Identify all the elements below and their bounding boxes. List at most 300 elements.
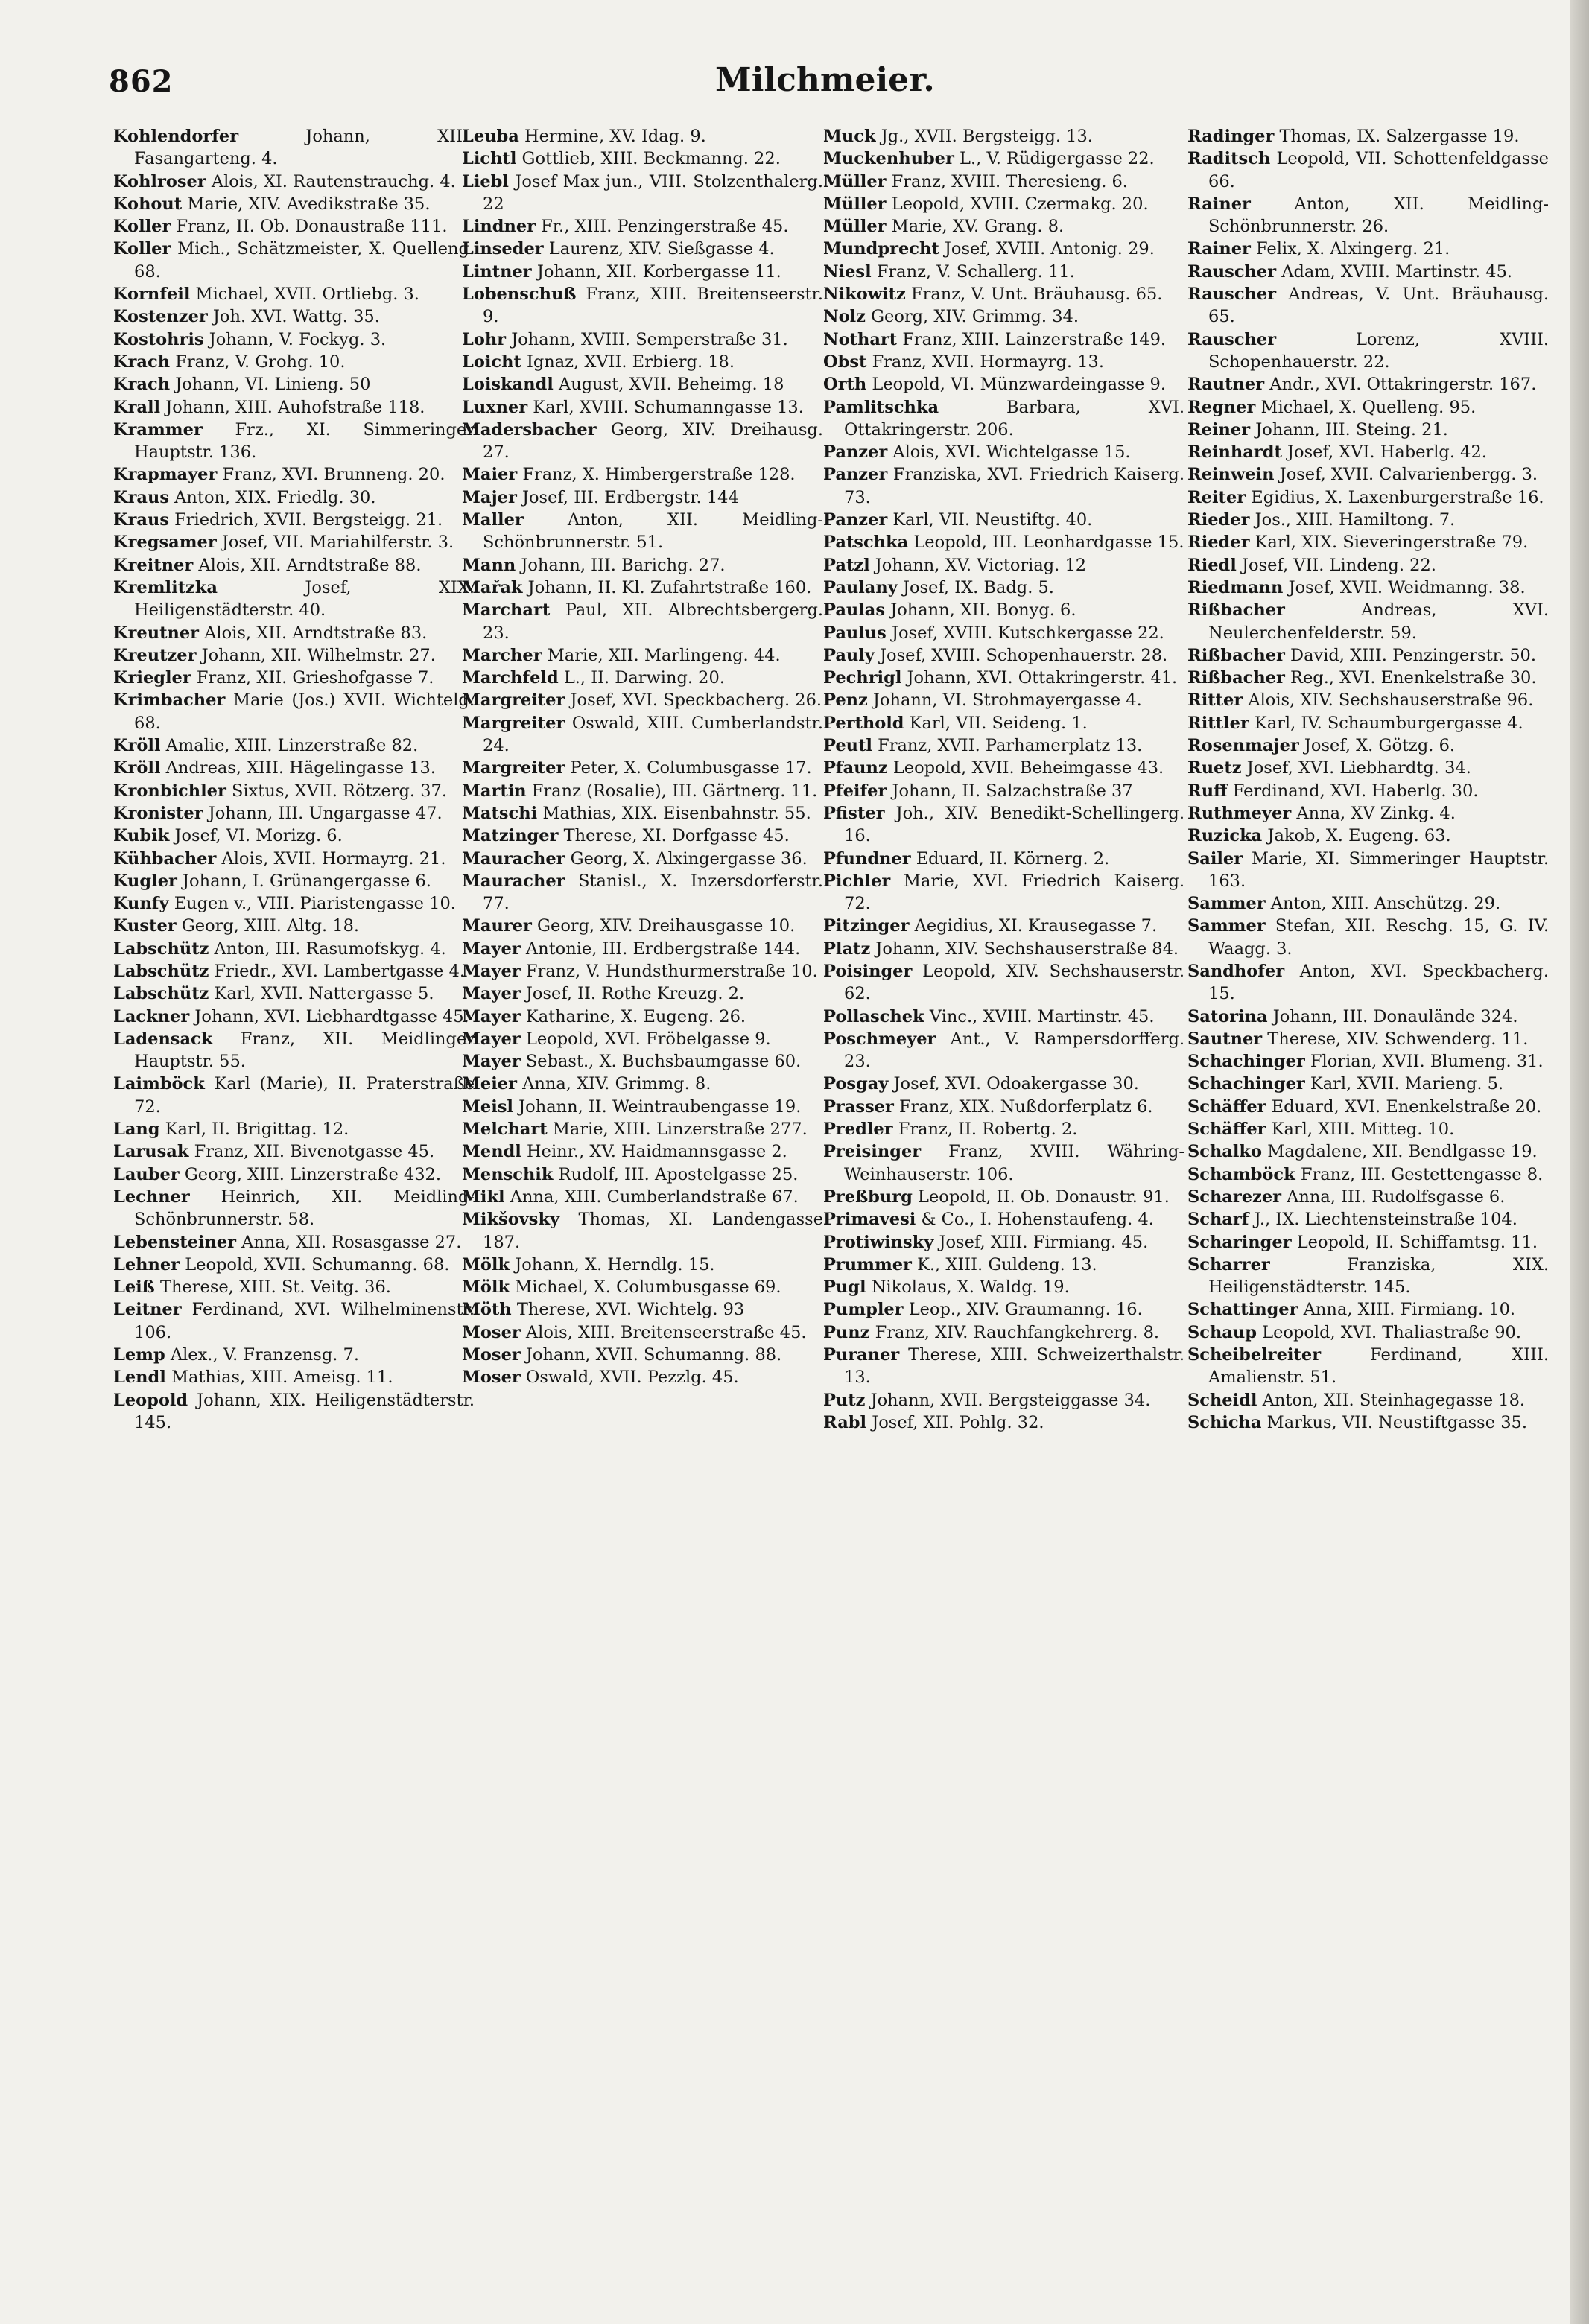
directory-entry [823,577,1184,599]
directory-entry [462,1186,823,1208]
entry-details: Anton, XIII. Anschützg. 29. [1270,894,1501,914]
directory-entry [113,1366,475,1388]
entry-details: Andr., XVI. Ottakringerstr. 167. [1269,375,1537,395]
directory-entry [462,1050,823,1073]
entry-details: Anton, XVI. Speckbacherg. 15. [1208,961,1549,1004]
entry-surname: Panzer [823,510,888,530]
entry-surname: Leiß [113,1277,155,1298]
directory-entry [1187,328,1549,374]
directory-entry [823,802,1184,848]
entry-details: Marie (Jos.) XVII. Wichtelg. 68. [134,690,475,733]
entry-details: Eduard, II. Körnerg. 2. [916,848,1110,869]
entry-details: Anna, XV Zinkg. 4. [1296,803,1456,823]
directory-entry [462,373,823,396]
entry-surname: Margreiter [462,690,565,711]
entry-surname: Moser [462,1368,521,1388]
directory-entry [113,125,475,171]
entry-details: Friedrich, XVII. Bergsteigg. 21. [174,510,443,530]
entry-surname: Muck [823,127,876,146]
entry-details: Michael, XVII. Ortliebg. 3. [195,285,419,305]
entry-surname: Sandhofer [1187,961,1285,981]
directory-entry [823,193,1184,215]
entry-surname: Laimböck [113,1074,205,1094]
entry-surname: Mundprecht [823,239,939,259]
directory-entry [1187,1231,1549,1254]
entry-surname: Lindner [462,217,536,237]
directory-entry [113,351,475,373]
running-head: Milchmeier. [715,61,935,99]
entry-surname: Kubik [113,826,170,846]
entry-details: Anna, XII. Rosasgasse 27. [241,1232,462,1252]
directory-entry [823,1118,1184,1140]
entry-details: Katharine, X. Eugeng. 26. [525,1006,746,1026]
entry-details: Johann, III. Donaulände 324. [1272,1006,1518,1026]
directory-entry [823,463,1184,509]
entry-details: Stanisl., X. Inzersdorferstr. 77. [483,871,823,914]
directory-entry [462,419,823,464]
entry-details: Franz, XVI. Brunneng. 20. [222,465,445,485]
entry-details: L., V. Rüdigergasse 22. [960,149,1155,169]
entry-surname: Mann [462,555,516,575]
entry-surname: Kreutner [113,623,200,643]
directory-entry [823,373,1184,396]
entry-surname: Krapmayer [113,465,218,485]
entry-surname: Majer [462,487,517,507]
entry-surname: Mendl [462,1142,521,1162]
directory-entry [1187,1254,1549,1299]
entry-details: Georg, XIII. Linzerstraße 432. [184,1164,442,1184]
entry-details: Johann, V. Fockyg. 3. [209,329,387,349]
entry-surname: Labschütz [113,984,209,1004]
directory-entry [823,328,1184,351]
entry-surname: Paulas [823,600,886,620]
entry-surname: Kreitner [113,555,194,575]
directory-entry [823,1276,1184,1298]
entry-surname: Rittler [1187,713,1249,733]
directory-entry [1187,644,1549,667]
entry-details: Lorenz, XVIII. Schopenhauerstr. 22. [1208,329,1549,372]
entry-details: Anton, XII. Meidling-Schönbrunnerstr. 26. [1208,194,1549,237]
entry-details: Leopold, VI. Münzwardeingasse 9. [872,375,1167,395]
directory-entry [462,1140,823,1163]
directory-entry [462,283,823,328]
entry-details: K., XIII. Guldeng. 13. [917,1254,1097,1274]
directory-entry [1187,486,1549,509]
entry-surname: Müller [823,194,887,214]
directory-entry [113,531,475,553]
entry-surname: Schäffer [1187,1096,1266,1117]
entry-surname: Luxner [462,397,528,417]
entry-details: Josef, XVII. Weidmanng. 38. [1288,577,1526,597]
entry-details: Friedr., XVI. Lambertgasse 4. [214,961,466,981]
entry-surname: Labschütz [113,961,209,981]
entry-details: Eugen v., VIII. Piaristengasse 10. [174,894,456,914]
directory-entry [823,238,1184,260]
entry-surname: Lendl [113,1368,166,1388]
directory-entry [462,463,823,486]
directory-entry [113,960,475,982]
entry-details: Franz, X. Himbergerstraße 128. [522,465,796,485]
entry-details: Aegidius, XI. Krausegasse 7. [914,916,1158,936]
entry-surname: Sailer [1187,848,1243,869]
entry-details: Therese, XI. Dorfgasse 45. [563,826,790,846]
directory-entry [462,644,823,667]
entry-details: Josef, XVI. Haberlg. 42. [1287,442,1487,463]
entry-details: August, XVII. Beheimg. 18 [559,375,784,395]
directory-entry [113,982,475,1005]
entry-details: Antonie, III. Erdbergstraße 144. [525,939,801,959]
directory-entry [462,171,823,216]
entry-surname: Mikšovsky [462,1210,560,1230]
directory-entry [462,757,823,779]
directory-entry [1187,1344,1549,1389]
entry-surname: Puraner [823,1345,900,1365]
entry-surname: Krammer [113,419,203,439]
entry-details: & Co., I. Hohenstaufeng. 4. [921,1210,1154,1230]
entry-details: J., IX. Liechtensteinstraße 104. [1254,1210,1517,1230]
entry-details: Franz, XII. Meidlinger Hauptstr. 55. [134,1029,475,1072]
directory-entry [1187,825,1549,847]
entry-surname: Protiwinsky [823,1232,934,1252]
entry-details: Mathias, XIII. Ameisg. 11. [171,1368,393,1388]
entry-details: Ferdinand, XIII. Amalienstr. 51. [1208,1345,1549,1388]
directory-entry [113,622,475,644]
entry-surname: Mölk [462,1254,510,1274]
entry-surname: Ruff [1187,781,1228,801]
directory-entry [113,305,475,328]
directory-entry [462,915,823,937]
directory-entry [823,215,1184,238]
entry-details: Marie, XV. Grang. 8. [891,217,1065,237]
directory-entry [113,554,475,577]
directory-entry [823,171,1184,193]
directory-entry [113,848,475,870]
entry-details: Jg., XVII. Bergsteigg. 13. [881,127,1093,146]
directory-entry [823,938,1184,960]
entry-details: Oswald, XVII. Pezzlg. 45. [525,1368,739,1388]
entry-surname: Radinger [1187,127,1275,146]
entry-surname: Kröll [113,758,161,778]
entry-surname: Rauscher [1187,285,1277,305]
entry-surname: Rosenmajer [1187,736,1299,756]
entry-surname: Pichler [823,871,891,891]
entry-surname: Scharinger [1187,1232,1292,1252]
directory-entry [113,915,475,937]
entry-surname: Pfaunz [823,758,888,778]
entry-surname: Müller [823,217,887,237]
directory-entry [113,757,475,779]
directory-entry [113,870,475,892]
entry-surname: Kornfeil [113,285,191,305]
entry-surname: Pamlitschka [823,397,939,417]
entry-surname: Kohlendorfer [113,127,239,146]
entry-surname: Rautner [1187,375,1265,395]
directory-entry [113,1344,475,1366]
entry-details: Georg, XIII. Altg. 18. [181,916,360,936]
entry-details: Josef, XVI. Odoakergasse 30. [893,1074,1139,1094]
directory-entry [462,577,823,599]
entry-details: Amalie, XIII. Linzerstraße 82. [165,736,419,756]
directory-entry [1187,238,1549,260]
column-1 [113,125,475,1434]
entry-details: Thomas, XI. Landengasse 187. [483,1210,823,1252]
entry-details: Adam, XVIII. Martinstr. 45. [1281,261,1513,282]
directory-entry [823,1298,1184,1321]
directory-entry [1187,757,1549,779]
entry-details: Johann, XVIII. Semperstraße 31. [511,329,788,349]
entry-details: Jos., XIII. Hamiltong. 7. [1255,510,1456,530]
directory-entry [1187,419,1549,441]
directory-entry [823,599,1184,621]
entry-details: Franz, XVII. Hormayrg. 13. [872,352,1104,372]
directory-entry [1187,667,1549,689]
entry-surname: Kronbichler [113,781,226,801]
entry-details: Nikolaus, X. Waldg. 19. [871,1277,1070,1298]
entry-surname: Reiner [1187,419,1251,439]
directory-entry [823,1208,1184,1231]
entry-details: Eduard, XVI. Enenkelstraße 20. [1271,1096,1542,1117]
entry-surname: Pfeifer [823,781,887,801]
entry-details: Gottlieb, XIII. Beckmanng. 22. [521,149,781,169]
entry-surname: Lehner [113,1254,180,1274]
directory-entry [1187,689,1549,711]
entry-surname: Rieder [1187,510,1250,530]
entry-surname: Predler [823,1120,893,1140]
entry-surname: Margreiter [462,713,565,733]
directory-entry [462,599,823,644]
directory-entry [1187,802,1549,825]
column-2 [462,125,823,1389]
entry-surname: Lichtl [462,149,517,169]
directory-entry [113,419,475,464]
entry-surname: Panzer [823,465,888,485]
entry-surname: Pumpler [823,1300,904,1320]
column-4 [1187,125,1549,1434]
directory-entry [823,125,1184,147]
entry-surname: Raditsch [1187,149,1271,169]
entry-surname: Paulany [823,577,898,597]
entry-details: Karl, XVIII. Schumanngasse 13. [533,397,804,417]
directory-entry [1187,1412,1549,1434]
directory-entry [462,215,823,238]
entry-surname: Rißbacher [1187,600,1285,620]
entry-details: Johann, III. Barichg. 27. [521,555,726,575]
directory-entry [1187,1208,1549,1231]
entry-details: Josef, XVIII. Antonig. 29. [944,239,1155,259]
entry-surname: Sammer [1187,916,1266,936]
entry-details: Reg., XVI. Enenkelstraße 30. [1290,668,1537,688]
directory-entry [462,825,823,847]
entry-details: Alois, XII. Arndtstraße 83. [204,623,428,643]
directory-entry [1187,577,1549,599]
directory-entry [113,1073,475,1118]
directory-entry [113,892,475,915]
entry-details: Franz, II. Ob. Donaustraße 111. [176,217,448,237]
entry-surname: Peutl [823,736,872,756]
entry-surname: Marchfeld [462,668,559,688]
directory-entry [1187,147,1549,193]
entry-surname: Paulus [823,623,887,643]
entry-details: Franz, V. Unt. Bräuhausg. 65. [910,285,1163,305]
directory-entry [823,305,1184,328]
directory-entry [1187,283,1549,328]
directory-entry [462,1208,823,1254]
directory-entry [1187,1096,1549,1118]
entry-surname: Schaup [1187,1322,1257,1342]
entry-details: Johann, XIII. Auhofstraße 118. [165,397,425,417]
entry-surname: Mařak [462,577,523,597]
directory-entry [462,960,823,982]
directory-entry [1187,373,1549,396]
entry-details: Johann, XII. Wilhelmstr. 27. [201,645,436,665]
entry-surname: Mayer [462,1052,521,1072]
directory-entry [823,509,1184,531]
directory-entry [823,1344,1184,1389]
directory-entry [113,577,475,622]
entry-details: Markus, VII. Neustiftgasse 35. [1266,1412,1527,1432]
entry-surname: Rauscher [1187,329,1277,349]
directory-entry [462,396,823,419]
entry-surname: Reinwein [1187,465,1275,485]
entry-surname: Koller [113,239,171,259]
entry-details: Alois, XVI. Wichtelgasse 15. [892,442,1131,463]
entry-surname: Patzl [823,555,870,575]
entry-details: Mich., Schätzmeister, X. Quelleng. 68. [134,239,475,282]
entry-details: Johann, XIX. Heiligenstädterstr. 145. [134,1390,475,1432]
directory-entry [823,1321,1184,1344]
entry-details: Josef, XVIII. Schopenhauerstr. 28. [880,645,1168,665]
directory-entry [1187,463,1549,486]
entry-details: Barbara, XVI. Ottakringerstr. 206. [844,397,1184,439]
entry-surname: Lackner [113,1006,190,1026]
entry-details: Anton, XII. Meidling-Schönbrunnerstr. 51. [483,510,823,553]
entry-details: Franz, XVIII. Währing-Weinhauserstr. 106. [844,1142,1184,1184]
directory-entry [823,1231,1184,1254]
entry-details: Sixtus, XVII. Rötzerg. 37. [232,781,447,801]
entry-details: Magdalene, XII. Bendlgasse 19. [1267,1142,1538,1162]
entry-details: Leopold, XVII. Schumanng. 68. [185,1254,450,1274]
entry-surname: Posgay [823,1074,889,1094]
entry-details: Rudolf, III. Apostelgasse 25. [558,1164,799,1184]
entry-surname: Poschmeyer [823,1029,936,1049]
entry-details: Johann, I. Grünangergasse 6. [183,871,431,891]
page-edge [1570,0,1589,2324]
entry-surname: Riedl [1187,555,1237,575]
entry-details: Josef, VI. Morizg. 6. [174,826,343,846]
directory-entry [113,1389,475,1435]
entry-surname: Melchart [462,1120,548,1140]
entry-surname: Kühbacher [113,848,217,869]
entry-surname: Lemp [113,1345,165,1365]
entry-surname: Rieder [1187,533,1250,553]
entry-surname: Pitzinger [823,916,910,936]
entry-details: Georg, X. Alxingergasse 36. [570,848,808,869]
entry-details: Josef, XIX. Heiligenstädterstr. 40. [134,577,475,620]
entry-details: Leopold, XVIII. Czermakg. 20. [891,194,1149,214]
directory-entry [462,1276,823,1298]
entry-details: Franz, V. Hundsthurmerstraße 10. [525,961,818,981]
directory-entry [823,622,1184,644]
directory-entry [113,1006,475,1028]
entry-details: Joh., XIV. Benedikt-Schellingerg. 16. [844,803,1184,846]
entry-details: Marie, XIII. Linzerstraße 277. [552,1120,808,1140]
entry-details: Johann, VI. Strohmayergasse 4. [872,690,1142,711]
entry-details: Leop., XIV. Graumanng. 16. [908,1300,1143,1320]
directory-entry [823,1073,1184,1095]
entry-surname: Menschik [462,1164,554,1184]
entry-details: Franz (Rosalie), III. Gärtnerg. 11. [531,781,818,801]
directory-entry [823,689,1184,711]
entry-details: Anton, XII. Steinhagegasse 18. [1262,1390,1526,1410]
entry-surname: Krimbacher [113,690,226,711]
entry-surname: Mölk [462,1277,510,1298]
entry-details: Franz, XII. Grieshofgasse 7. [196,668,434,688]
entry-surname: Mayer [462,939,521,959]
page-number: 862 [109,64,174,99]
entry-surname: Riedmann [1187,577,1284,597]
entry-details: Alois, XI. Rautenstrauchg. 4. [211,171,456,191]
entry-details: Franz, XIV. Rauchfangkehrerg. 8. [875,1322,1160,1342]
entry-details: Johann, XIV. Sechshauserstraße 84. [875,939,1179,959]
entry-surname: Kunfy [113,894,169,914]
entry-surname: Kraus [113,487,170,507]
entry-details: Alois, XIV. Sechshauserstraße 96. [1248,690,1534,711]
directory-entry [462,1028,823,1050]
entry-details: Marie, XVI. Friedrich Kaiserg. 72. [844,871,1184,914]
entry-details: Marie, XIV. Avedikstraße 35. [187,194,431,214]
directory-entry [113,215,475,238]
entry-surname: Primavesi [823,1210,916,1230]
directory-entry [823,915,1184,937]
entry-details: Johann, XVI. Liebhardtgasse 45. [194,1006,469,1026]
entry-surname: Madersbacher [462,419,597,439]
directory-entry [462,667,823,689]
directory-entry [113,509,475,531]
entry-surname: Moser [462,1322,521,1342]
entry-surname: Loiskandl [462,375,554,395]
directory-entry [823,351,1184,373]
entry-details: Franz, XII. Bivenotgasse 45. [194,1142,435,1162]
directory-entry [1187,712,1549,734]
directory-entry [113,689,475,734]
directory-entry [462,261,823,283]
entry-surname: Muckenhuber [823,149,954,169]
directory-entry [823,757,1184,779]
entry-surname: Moser [462,1345,521,1365]
entry-surname: Kregsamer [113,533,217,553]
entry-surname: Koller [113,217,171,237]
directory-entry [462,848,823,870]
entry-surname: Nolz [823,307,866,327]
entry-details: Alois, XII. Arndtstraße 88. [198,555,422,575]
directory-entry [823,1186,1184,1208]
entry-surname: Mayer [462,961,521,981]
entry-details: Johann, III. Ungargasse 47. [208,803,443,823]
entry-details: Michael, X. Quelleng. 95. [1260,397,1477,417]
entry-details: Franz, XVIII. Theresieng. 6. [891,171,1128,191]
entry-details: Anton, III. Rasumofskyg. 4. [214,939,446,959]
entry-surname: Larusak [113,1142,189,1162]
entry-details: Josef, II. Rothe Kreuzg. 2. [525,984,745,1004]
directory-entry [1187,1163,1549,1186]
directory-entry [462,328,823,351]
entry-details: Mathias, XIX. Eisenbahnstr. 55. [542,803,811,823]
directory-entry [823,1389,1184,1412]
entry-surname: Pfundner [823,848,911,869]
entry-details: Josef, XVIII. Kutschkergasse 22. [891,623,1164,643]
entry-surname: Müller [823,171,887,191]
directory-entry [113,1118,475,1140]
